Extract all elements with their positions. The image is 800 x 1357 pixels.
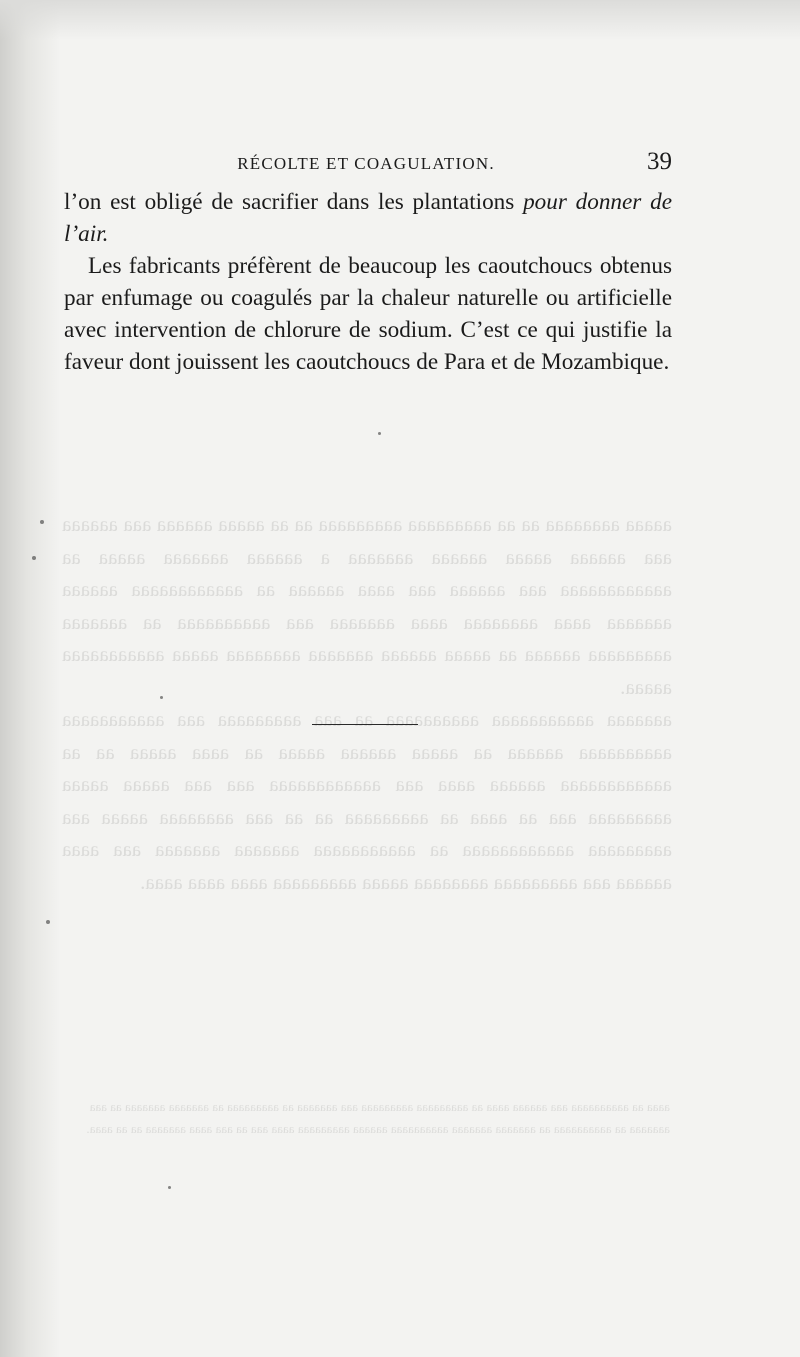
print-speck: [40, 520, 44, 524]
bleed-through-text: aaaaa aaaaaaaa aa aa aaaaaaaaa aaaaaaaaa aa aa aaaaa aaaaaa aaa aaaaaa aaa aaaaaa aaaaa aaaaaa aaaaaaa a aaaaaa aaaaaaa aaaaa aa aaaaaaaaaaaa aaa aaaaaa aaa aaaa aaaaaa aa aaaaaaaaaaaa aaaaaa aaaaaaa aaaa aaaaaaaa aaaa aaaaaaa aaa aaaaaaaaaa aa aaaaaaa aaaaaaaaa aaaaaa aa aaaaa aaaaaa aaaaaaa aaaaaaaa aaaaa aaaaaaaaaaa aaaaa. aaaaaaa aaaaaaaaaaa aaaaaaaaaa aa aaa aaaaaaaaa aaa aaaaaaaaaaa aaaaaaaaaa aaaaaa aa aaaaa aaaaaa aaaaa aa aaaa aaaaa aa aa aaaaaaaaaaaa aaaaaa aaaa aaa aaaaaaaaaaaa aaa aaa aaaaa aaaaa aaaaaaaaa aaa aa aaaa aa aaaaaaaaa aa aa aaa aaaaaaaa aaaaa aaa aaaaaaaaa aaaaaaaaaaaa aa aaaaaaaaaaa aaaaaaa aaaaaaa aaa aaaa aaaaaa aaa aaaaaaaaa aaaaaaaa aaaaa aaaaaaaaa aaaa aaaa aaaa.: [62, 512, 672, 894]
running-title: RÉCOLTE ET COAGULATION.: [237, 154, 495, 173]
print-speck: [378, 432, 381, 435]
bleed-through-footnote: aaaa aa aaaaaaaaaa aaa aaaaaa aaaa aa aaaaaaaaa aaaaaaaaa aaa aaaaaaa aa aaaaaaaaa aa aaaaaaa aaaaaaa aa aaa aaaaaaa aa aaaaaaaaaa aa aaaaaaa aaaaaaa aaaaaaaaaa aaaaaa aaaaaaaaa aaaa aaa aa aaa aaaa aaaaaaa aa aa aaaa.: [86, 1099, 670, 1136]
print-speck: [32, 556, 36, 560]
paragraph-continuation: [64, 186, 672, 250]
body-text: [64, 186, 672, 378]
print-speck: [160, 696, 163, 699]
paragraph-fabricants: Les fabricants préfèrent de beaucoup les caoutchoucs obtenus par enfumage ou coagulés par la chaleur naturelle ou artificielle avec intervention de chlorure de sodium. C’est ce qui justifie la faveur dont jouissent les caoutchoucs de Para et de Mozambique.: [64, 253, 672, 375]
print-speck: [46, 920, 50, 924]
section-divider-rule: [312, 724, 418, 725]
running-head: [60, 148, 672, 180]
paragraph-continuation-italic: pour donner de l’air.: [64, 189, 672, 247]
paragraph-continuation-text: l’on est obligé de sacrifier dans les plantations: [64, 189, 524, 215]
page-shadow-edge: [0, 0, 60, 1357]
page-top-shade: [0, 0, 800, 40]
print-speck: [168, 1186, 171, 1189]
page-number: 39: [647, 148, 672, 175]
